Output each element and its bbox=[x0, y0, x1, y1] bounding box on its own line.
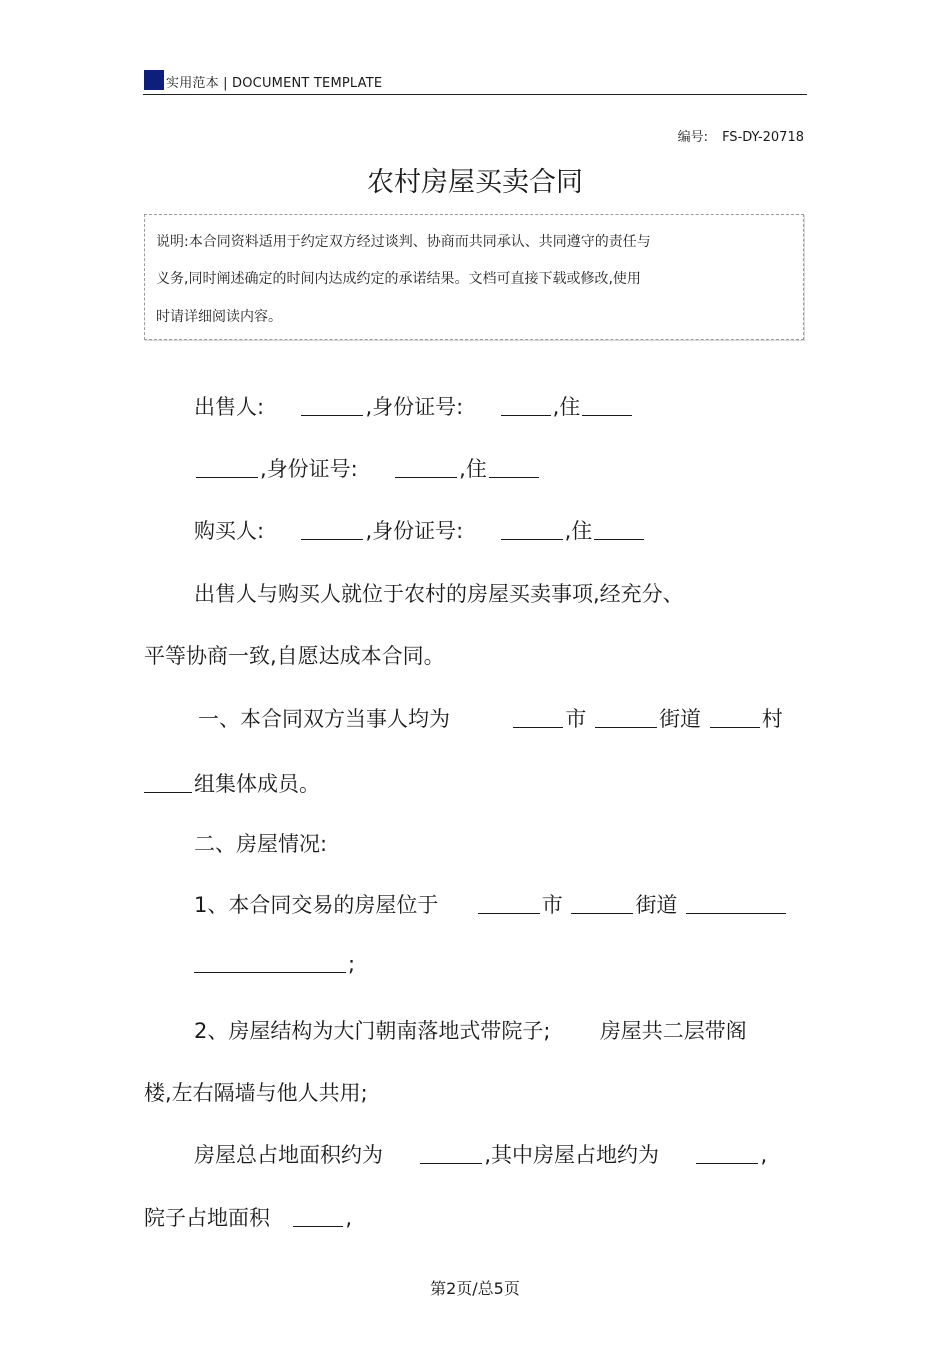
header-text: 实用范本 | DOCUMENT TEMPLATE bbox=[166, 76, 383, 91]
total-area-label: 房屋总占地面积约为 bbox=[194, 1143, 383, 1167]
house-area-label: ,其中房屋占地约为 bbox=[484, 1143, 660, 1167]
description-line-2: 义务,同时阐述确定的时间内达成约定的承诺结果。文档可直接下载或修改,使用 bbox=[156, 271, 641, 287]
comma: , bbox=[345, 1206, 353, 1230]
village-label: 村 bbox=[761, 707, 783, 731]
yard-line bbox=[144, 1202, 352, 1232]
buyer-line bbox=[194, 515, 646, 545]
house-area-blank bbox=[696, 1162, 758, 1164]
item1-detail-blank bbox=[686, 912, 786, 914]
seller2-address-label: 住 bbox=[465, 457, 487, 481]
group-blank bbox=[144, 791, 192, 793]
buyer-id-blank bbox=[501, 538, 563, 540]
item-1-line-2 bbox=[194, 952, 355, 976]
street-blank bbox=[595, 726, 657, 728]
clause-1-line-2 bbox=[144, 768, 320, 798]
intro-line-2: 平等协商一致,自愿达成本合同。 bbox=[144, 644, 445, 668]
page-header bbox=[143, 68, 807, 95]
comma: , bbox=[760, 1143, 768, 1167]
item-1-line-1 bbox=[194, 889, 788, 919]
description-line-1: 说明:本合同资料适用于约定双方经过谈判、协商而共同承认、共同遵守的责任与 bbox=[156, 234, 651, 250]
comma: , bbox=[552, 395, 560, 419]
comma: , bbox=[564, 519, 572, 543]
item-1-prefix: 1、本合同交易的房屋位于 bbox=[194, 893, 439, 917]
item1-city-label: 市 bbox=[541, 893, 563, 917]
seller-line-1 bbox=[194, 391, 634, 421]
seller-id-label: 身份证号: bbox=[372, 395, 464, 419]
buyer-address-label: 住 bbox=[571, 519, 593, 543]
buyer-address-blank bbox=[594, 538, 644, 540]
document-number-value: FS-DY-20718 bbox=[722, 130, 804, 145]
city-label: 市 bbox=[565, 707, 587, 731]
clause-1-line-1 bbox=[198, 703, 783, 733]
area-line bbox=[194, 1139, 767, 1169]
yard-area-label: 院子占地面积 bbox=[144, 1206, 270, 1230]
buyer-id-label: 身份证号: bbox=[372, 519, 464, 543]
clause-1-prefix: 一、本合同双方当事人均为 bbox=[198, 707, 450, 731]
seller2-id-blank bbox=[395, 476, 457, 478]
comma: , bbox=[365, 519, 373, 543]
item-2-structure: 2、房屋结构为大门朝南落地式带院子; bbox=[194, 1019, 551, 1043]
seller2-id-label: 身份证号: bbox=[266, 457, 358, 481]
description-box bbox=[144, 214, 804, 340]
comma: , bbox=[459, 457, 466, 481]
comma: , bbox=[365, 395, 373, 419]
seller-address-blank bbox=[582, 414, 632, 416]
seller-label: 出售人: bbox=[194, 395, 265, 419]
item1-address-blank bbox=[194, 971, 346, 973]
total-area-blank bbox=[420, 1162, 482, 1164]
seller2-address-blank bbox=[489, 476, 539, 478]
street-label: 街道 bbox=[659, 707, 702, 731]
item1-street-blank bbox=[571, 912, 633, 914]
semicolon: ; bbox=[348, 952, 356, 976]
yard-area-blank bbox=[293, 1225, 343, 1227]
clause-1-suffix: 组集体成员。 bbox=[194, 772, 320, 796]
document-number-label: 编号: bbox=[677, 130, 709, 145]
comma: , bbox=[260, 457, 267, 481]
seller-name-blank bbox=[301, 414, 363, 416]
description-line-3: 时请详细阅读内容。 bbox=[156, 309, 282, 325]
item1-city-blank bbox=[478, 912, 540, 914]
item-2-line-1 bbox=[194, 1015, 747, 1045]
item1-street-label: 街道 bbox=[635, 893, 678, 917]
clause-2-title: 二、房屋情况: bbox=[194, 832, 328, 856]
seller-id-blank bbox=[501, 414, 551, 416]
header-logo-square bbox=[144, 70, 164, 90]
village-blank bbox=[710, 726, 760, 728]
buyer-label: 购买人: bbox=[194, 519, 265, 543]
intro-line-1: 出售人与购买人就位于农村的房屋买卖事项,经充分、 bbox=[194, 582, 684, 606]
city-blank bbox=[513, 726, 563, 728]
buyer-name-blank bbox=[301, 538, 363, 540]
item-2-floors: 房屋共二层带阁 bbox=[599, 1019, 747, 1043]
seller2-name-blank bbox=[196, 476, 258, 478]
seller-address-label: 住 bbox=[559, 395, 581, 419]
document-number bbox=[678, 126, 804, 145]
document-title: 农村房屋买卖合同 bbox=[367, 167, 583, 198]
page-number: 第2页/总5页 bbox=[430, 1279, 520, 1298]
seller-line-2 bbox=[194, 453, 541, 483]
item-2-line-2: 楼,左右隔墙与他人共用; bbox=[144, 1081, 368, 1105]
